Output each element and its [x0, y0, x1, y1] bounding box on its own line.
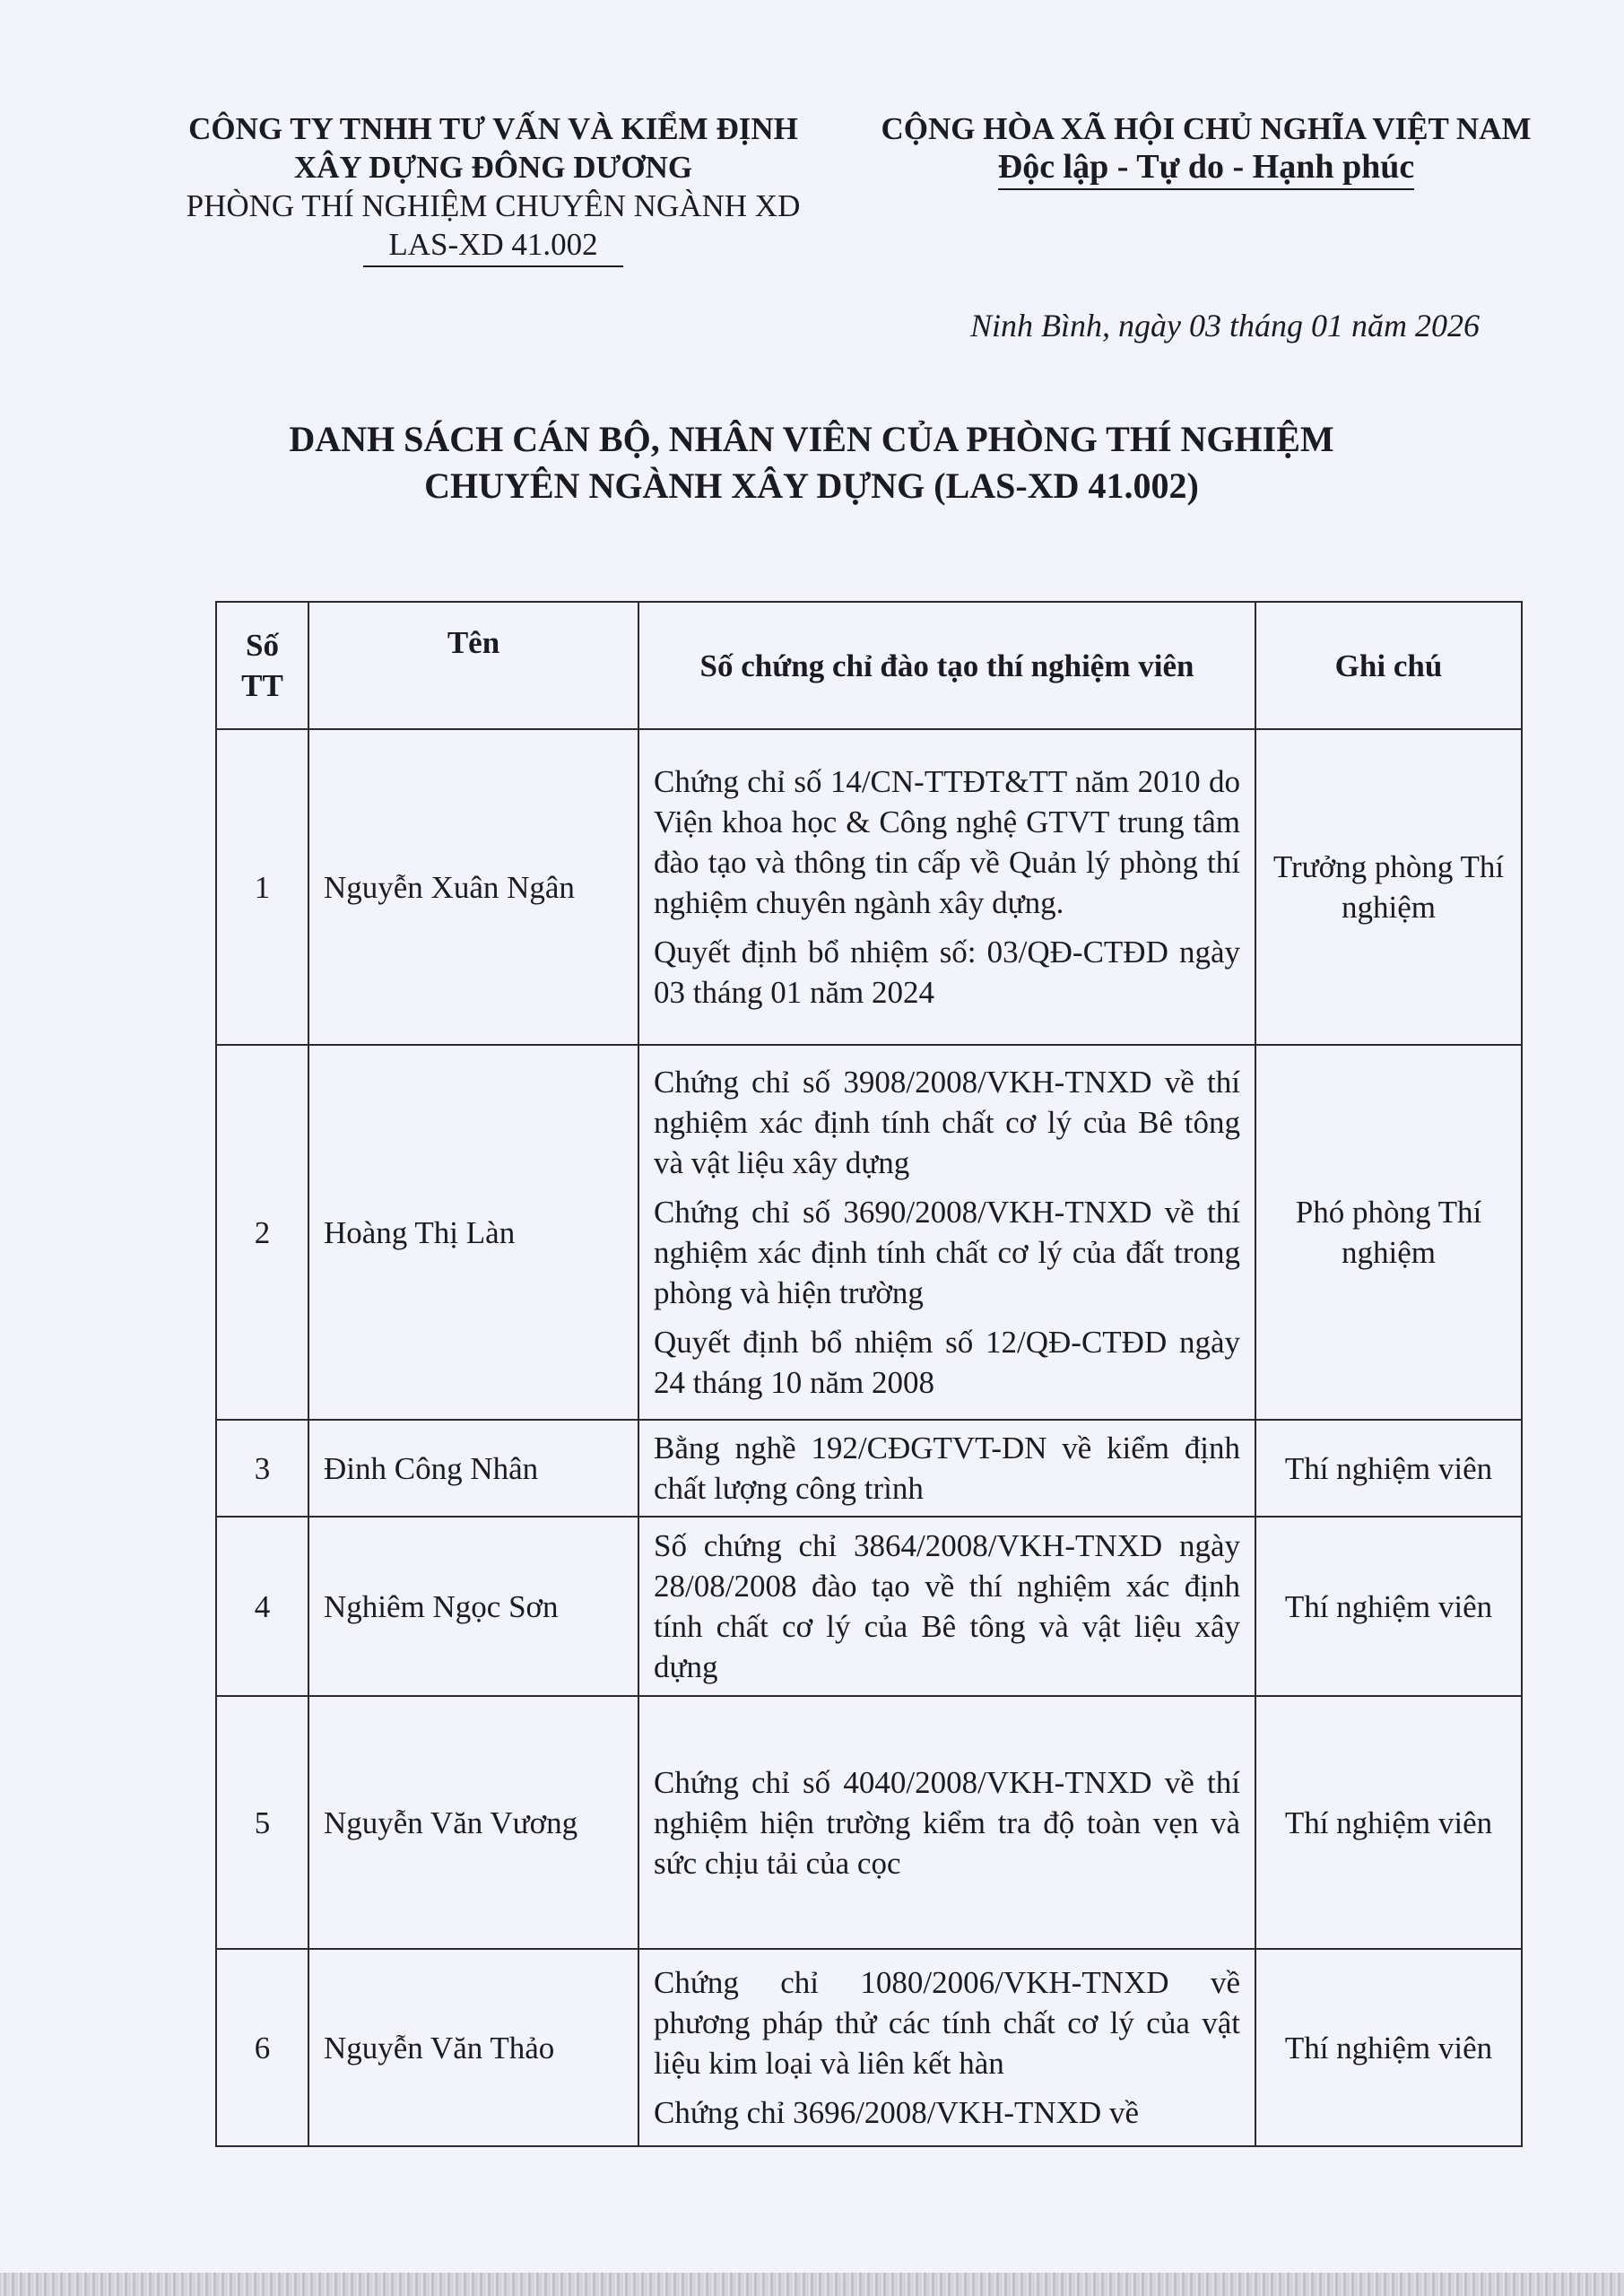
row-cert [638, 1949, 1255, 2146]
company-name-line1: CÔNG TY TNHH TƯ VẤN VÀ KIỂM ĐỊNH [188, 111, 798, 146]
row-note: Thí nghiệm viên [1255, 1696, 1522, 1949]
header-name: Tên [308, 602, 638, 729]
row-name: Nghiêm Ngọc Sơn [308, 1517, 638, 1696]
cert-paragraph: Chứng chỉ số 14/CN-TTĐT&TT năm 2010 do Viện khoa học & Công nghệ GTVT trung tâm đào tạo và thông tin cấp về Quản lý phòng thí nghiệm chuyên ngành xây dựng. [654, 764, 1240, 920]
title-line1: DANH SÁCH CÁN BỘ, NHÂN VIÊN CỦA PHÒNG THÍ NGHIỆM [289, 419, 1334, 459]
row-name: Nguyễn Xuân Ngân [308, 729, 638, 1045]
cert-paragraph: Số chứng chỉ 3864/2008/VKH-TNXD ngày 28/08/2008 đào tạo về thí nghiệm xác định tính chất cơ lý của Bê tông và vật liệu xây dựng [654, 1528, 1240, 1684]
row-note: Phó phòng Thí nghiệm [1255, 1045, 1522, 1420]
row-stt: 6 [216, 1949, 308, 2146]
place-date: Ninh Bình, ngày 03 tháng 01 năm 2026 [970, 308, 1480, 344]
row-stt: 5 [216, 1696, 308, 1949]
scan-edge-strip [0, 2273, 1624, 2296]
row-stt: 3 [216, 1420, 308, 1517]
staff-table [215, 601, 1523, 2147]
company-header [135, 109, 852, 267]
header-stt: Số TT [216, 602, 308, 729]
table-row [216, 729, 1522, 1045]
cert-paragraph: Chứng chỉ số 3690/2008/VKH-TNXD về thí nghiệm xác định tính chất cơ lý của đất trong phòng và hiện trường [654, 1195, 1240, 1310]
country-name: CỘNG HÒA XÃ HỘI CHỦ NGHĨA VIỆT NAM [881, 111, 1532, 146]
row-stt: 1 [216, 729, 308, 1045]
table-row [216, 1696, 1522, 1949]
row-stt: 4 [216, 1517, 308, 1696]
cert-paragraph: Chứng chỉ 1080/2006/VKH-TNXD về phương pháp thử các tính chất cơ lý của vật liệu kim loại và liên kết hàn [654, 1965, 1240, 2081]
cert-paragraph: Chứng chỉ số 4040/2008/VKH-TNXD về thí nghiệm hiện trường kiểm tra độ toàn vẹn và sức chịu tải của cọc [654, 1764, 1240, 1881]
row-name: Nguyễn Văn Vương [308, 1696, 638, 1949]
row-cert [638, 729, 1255, 1045]
lab-code: LAS-XD 41.002 [363, 225, 622, 267]
row-cert [638, 1517, 1255, 1696]
row-note: Thí nghiệm viên [1255, 1517, 1522, 1696]
row-name: Hoàng Thị Làn [308, 1045, 638, 1420]
row-name: Đinh Công Nhân [308, 1420, 638, 1517]
table-row [216, 1949, 1522, 2146]
cert-paragraph: Quyết định bổ nhiệm số: 03/QĐ-CTĐD ngày 03 tháng 01 năm 2024 [654, 935, 1240, 1010]
company-name-line2: XÂY DỰNG ĐÔNG DƯƠNG [293, 150, 693, 185]
document-title [179, 416, 1444, 509]
row-name: Nguyễn Văn Thảo [308, 1949, 638, 2146]
national-header [847, 109, 1565, 190]
table-row [216, 1517, 1522, 1696]
row-note: Thí nghiệm viên [1255, 1949, 1522, 2146]
title-line2: CHUYÊN NGÀNH XÂY DỰNG (LAS-XD 41.002) [424, 465, 1199, 506]
row-cert [638, 1420, 1255, 1517]
header-note: Ghi chú [1255, 602, 1522, 729]
header-cert: Số chứng chỉ đào tạo thí nghiệm viên [638, 602, 1255, 729]
cert-paragraph: Bằng nghề 192/CĐGTVT-DN về kiểm định chất lượng công trình [654, 1431, 1240, 1506]
cert-paragraph: Chứng chỉ 3696/2008/VKH-TNXD về [654, 2095, 1139, 2130]
row-note: Trưởng phòng Thí nghiệm [1255, 729, 1522, 1045]
cert-paragraph: Chứng chỉ số 3908/2008/VKH-TNXD về thí nghiệm xác định tính chất cơ lý của Bê tông và vật liệu xây dựng [654, 1065, 1240, 1180]
table-row [216, 1420, 1522, 1517]
row-cert [638, 1045, 1255, 1420]
row-note: Thí nghiệm viên [1255, 1420, 1522, 1517]
table-header-row [216, 602, 1522, 729]
cert-paragraph: Quyết định bổ nhiệm số 12/QĐ-CTĐD ngày 24 tháng 10 năm 2008 [654, 1325, 1240, 1400]
lab-name: PHÒNG THÍ NGHIỆM CHUYÊN NGÀNH XD [186, 188, 801, 223]
table-row [216, 1045, 1522, 1420]
row-stt: 2 [216, 1045, 308, 1420]
row-cert [638, 1696, 1255, 1949]
national-motto: Độc lập - Tự do - Hạnh phúc [998, 148, 1415, 190]
